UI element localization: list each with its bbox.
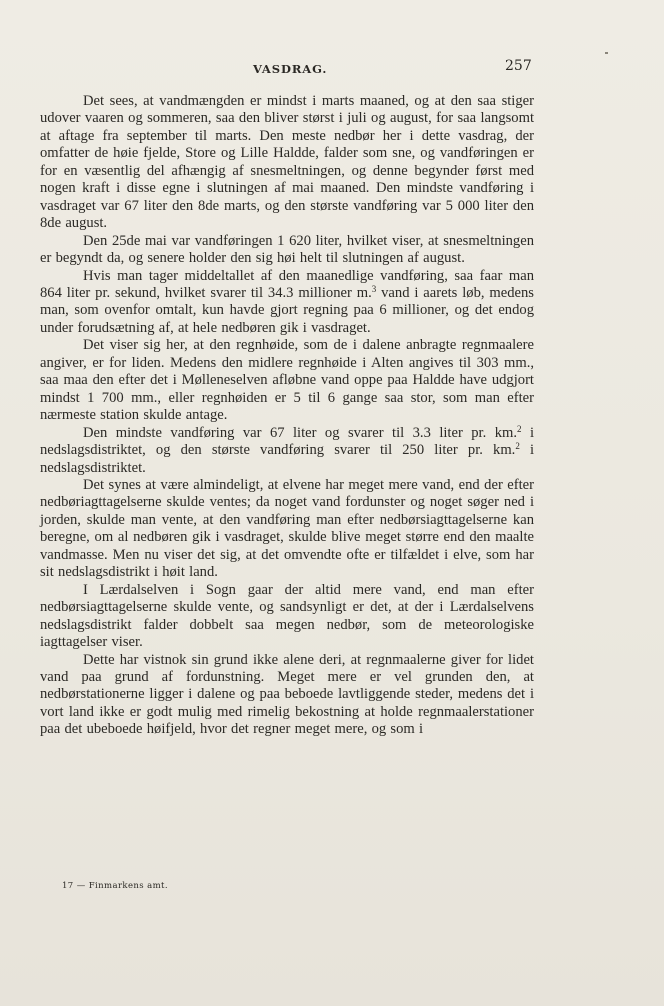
body-text [40,93,534,739]
paragraph-5-part-1: Den mindste vandføring var 67 liter og svarer til 3.3 liter pr. km. [83,424,517,441]
paragraph-3-part-1: Hvis man tager middeltallet af den maanedlige vandføring, saa faar man 864 liter pr. sekund, hvilket svarer til 34.3 millioner m. [40,267,534,301]
paragraph-1: Det sees, at vandmængden er mindst i marts maaned, og at den saa stiger udover vaaren og sommeren, saa den bliver størst i juli og august, for saa langsomt at aftage fra september til marts. Den meste nedbør her i dette vasdrag, der omfatter de høie fjelde, Store og Lille Haldde, falder som sne, og vandføringen er for en væsentlig del afhængig af snesmeltningen, og denne begynder først med nogen kraft i disse egne i slutningen af mai maaned. Den mindste vandføring i vasdraget var 67 liter den 8de marts, og den største vandføring var 5 000 liter den 8de august. [40,93,534,232]
running-header-title: VASDRAG. [253,62,328,76]
superscript-cubic: 3 [371,283,377,294]
paragraph-4: Det viser sig her, at den regnhøide, som de i dalene anbragte regnmaalere angiver, er for liden. Medens den midlere regnhøide i Alten angives til 303 mm., saa maa den efter det i Mølleneselven afløbne vand oppe paa Haldde have udgjort mindst 1 700 mm., eller regnhøiden er 5 til 6 gange saa stor, som man efter nærmeste station skulde antage. [40,337,534,424]
paragraph-3-part-2: vand i aarets løb, medens man, som ovenfor omtalt, kun havde gjort regning paa 6 millioner, og det endog under forudsætning af, at hele nedbøren gik i vasdraget. [40,284,534,336]
paragraph-5-part-2: i nedslagsdistriktet, og den største vandføring svarer til 250 liter pr. km. [40,424,534,459]
paper-speck [605,52,608,54]
page-number: 257 [505,58,532,74]
footer-signature: 17 — Finmarkens amt. [62,881,168,891]
paragraph-6: Det synes at være almindeligt, at elvene har meget mere vand, end der efter nedbøriagttagelserne skulde ventes; da noget vand fordunster og noget søger ned i jorden, skulde man vente, at den vandføring man efter nedbørsiagttagelserne kan beregne, om al nedbøren gik i vasdraget, skulde blive meget større end den maalte vandmasse. Men nu viser det sig, at det omvendte ofte er tilfældet i elve, som har sit nedslagsdistrikt i høit land. [40,476,534,581]
paragraph-5 [40,425,534,477]
paragraph-5-part-3: i nedslagsdistriktet. [40,442,535,476]
paragraph-2: Den 25de mai var vandføringen 1 620 liter, hvilket viser, at snesmeltningen er begyndt da, og senere holder den sig høi helt til slutningen af august. [40,232,534,267]
paragraph-3 [40,268,534,338]
superscript-square-1: 2 [517,423,522,434]
paragraph-8: Dette har vistnok sin grund ikke alene deri, at regnmaalerne giver for lidet vand paa grund af fordunstning. Meget mere er vel grunden den, at nedbørstationerne ligger i dalene og paa beboede lavtliggende steder, medens det i vort land ikke er godt mulig med rimelig bekostning at holde regnmaalerstationer paa det ubeboede høifjeld, hvor det regner meget mere, og som i [40,651,534,738]
superscript-square-2: 2 [515,441,520,452]
paragraph-7: I Lærdalselven i Sogn gaar der altid mere vand, end man efter nedbørsiagttagelserne skulde vente, og sandsynligt er det, at der i Lærdalselvens nedslagsdistrikt falder dobbelt saa megen nedbør, som de meteorologiske iagttagelser viser. [40,581,534,651]
